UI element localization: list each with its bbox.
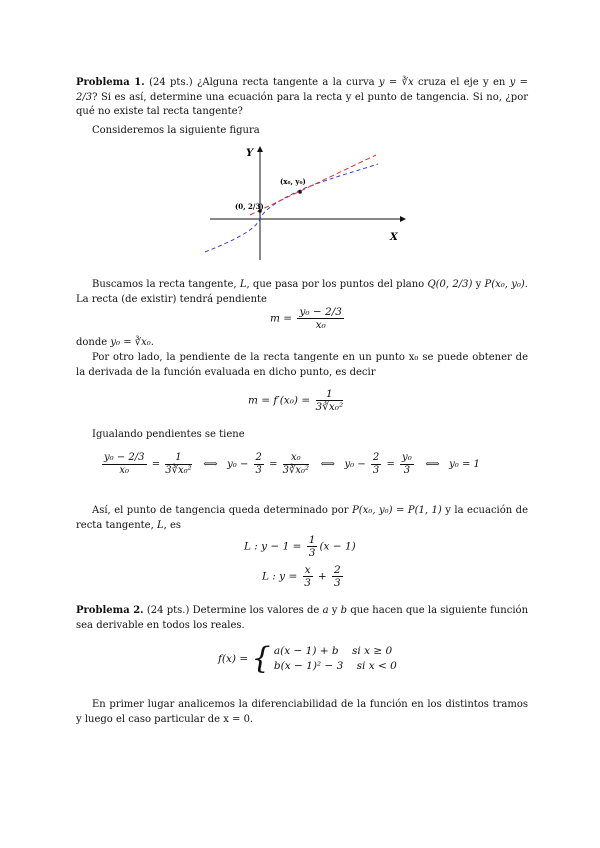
chain-step3-frac-den: 3 — [372, 465, 380, 476]
line1-den: 3 — [308, 547, 316, 559]
search-P: P(x₀, y₀) — [484, 279, 525, 290]
chain-step2-rhs-num: x₀ — [283, 452, 309, 465]
chain-frac2 — [165, 452, 191, 477]
where-line — [76, 336, 528, 351]
line2-fraction-2 — [332, 564, 343, 589]
chain-step3-frac-num: 2 — [372, 452, 380, 463]
search-paragraph — [76, 278, 528, 307]
tangent-figure — [200, 142, 410, 270]
slope-lhs: m = — [270, 312, 293, 325]
problem-1-statement — [76, 76, 528, 120]
x-axis-label: X — [390, 232, 398, 243]
y-axis-arrow-icon — [257, 146, 263, 152]
problem-2-label: Problema 2. — [76, 605, 144, 616]
chain-step3-rhs-den: 3 — [403, 465, 411, 476]
case2-cond: si x < 0 — [356, 660, 397, 672]
tangency-text-c: , es — [163, 519, 182, 531]
problem-2-statement — [76, 604, 528, 633]
search-text-a: Buscamos la recta tangente, — [92, 279, 237, 290]
derivative-numerator: 1 — [316, 388, 344, 401]
tangency-text-a: Así, el punto de tangencia queda determinado por — [92, 505, 349, 516]
problem-1-text-a: ¿Alguna recta tangente a la curva — [197, 77, 375, 88]
line-equation-2 — [262, 564, 345, 589]
case1-expr: a(x − 1) + b — [273, 645, 339, 657]
case1-cond: si x ≥ 0 — [352, 645, 393, 657]
problem-1-label: Problema 1. — [76, 77, 145, 88]
search-Q: Q(0, 2/3) — [427, 279, 473, 290]
consider-text: Consideremos la siguiente figura — [92, 125, 260, 136]
tangency-L: L — [156, 519, 164, 531]
derivative-paragraph: Por otro lado, la pendiente de la recta tangente en un punto x₀ se puede obtener de la derivada de la función evaluada en dicho punto, es decir — [76, 352, 528, 378]
chain-arrow-2: ⟺ — [320, 459, 335, 470]
piecewise-case-2 — [274, 659, 397, 674]
chain-frac1 — [102, 452, 147, 477]
problem-2-b: b — [340, 605, 348, 616]
line1-lhs: L : y − 1 = — [244, 540, 302, 553]
line1-rhs: (x − 1) — [319, 540, 356, 553]
problem-2-text-b: que hacen que la siguiente función sea derivable en todos los reales. — [76, 605, 529, 631]
chain-arrow-1: ⟺ — [203, 459, 218, 470]
chain-step3-eq: = — [386, 459, 395, 470]
x-axis-arrow-icon — [400, 216, 406, 222]
derivative-lhs: m = f′(x₀) = — [248, 394, 311, 407]
equating-text: Igualando pendientes se tiene — [92, 429, 245, 440]
problem-2-a: a — [322, 605, 329, 616]
slope-equation — [270, 306, 346, 331]
point-p-label: (x₀, y₀) — [280, 177, 306, 186]
piecewise-case-1 — [274, 644, 397, 659]
slope-fraction — [297, 306, 344, 331]
equating-chain — [100, 452, 480, 477]
line2-num2: 2 — [334, 564, 341, 576]
chain-step3-frac — [371, 452, 381, 477]
final-paragraph: En primer lugar analicemos la diferenciabilidad de la función en los distintos tramos y luego el caso particular de x = 0. — [76, 699, 528, 725]
line-equation-1 — [244, 534, 356, 559]
chain-arrow-3: ⟺ — [425, 459, 440, 470]
tangency-paragraph — [76, 504, 528, 533]
derivative-equation — [248, 388, 345, 413]
line2-num1: x — [304, 564, 311, 576]
problem-1-curve: y = ∛x — [378, 77, 414, 88]
line2-den2: 3 — [334, 577, 341, 589]
derivative-fraction — [316, 388, 344, 413]
chain-step2-frac — [254, 452, 264, 477]
brace-icon: { — [251, 641, 271, 676]
problem-1-y-value: y = 2/3 — [76, 77, 529, 103]
piecewise-cases — [274, 644, 397, 674]
problem-1-points: (24 pts.) — [149, 77, 193, 88]
chain-frac2-num: 1 — [165, 452, 191, 465]
line2-fraction-1 — [303, 564, 313, 589]
chain-result: y₀ = 1 — [449, 459, 480, 470]
where-expr: y₀ = ∛x₀. — [110, 337, 154, 348]
chain-step2-a: y₀ − — [227, 459, 249, 470]
search-L: L — [239, 279, 247, 290]
chain-frac1-num: y₀ − 2/3 — [104, 452, 145, 463]
chain-step2-eq: = — [269, 459, 278, 470]
line2-plus: + — [317, 570, 327, 583]
problem-2-and: y — [331, 605, 338, 616]
derivative-denominator: 3∛x₀² — [315, 401, 344, 413]
piecewise-lhs: f(x) = — [218, 653, 249, 665]
tangency-text-b: y la ecuación de recta tangente, — [76, 505, 529, 531]
problem-2-points: (24 pts.) — [146, 605, 190, 616]
problem-1-text-b: cruza el eje y en — [417, 77, 506, 88]
chain-step2-rhs-den: 3∛x₀² — [282, 465, 310, 476]
line2-den1: 3 — [304, 577, 311, 589]
chain-step2-frac-den: 3 — [255, 465, 262, 476]
point-p — [298, 190, 302, 194]
y-axis-label: Y — [246, 148, 254, 159]
search-text-b: , que pasa por los puntos del plano — [246, 279, 425, 290]
chain-step3-rhs — [400, 452, 414, 477]
line1-num: 1 — [308, 534, 316, 546]
point-q-label: (0, 2/3) — [235, 202, 264, 211]
problem-2-text-a: Determine los valores de — [192, 605, 320, 616]
line2-lhs: L : y = — [262, 570, 298, 583]
piecewise-equation — [218, 641, 397, 676]
slope-denominator: x₀ — [315, 319, 326, 331]
search-and: y — [475, 279, 482, 290]
tangency-expr: P(x₀, y₀) = P(1, 1) — [352, 505, 442, 516]
where-text: donde — [76, 337, 108, 348]
problem-1-text-c: ? Si es así, determine una ecuación para la recta y el punto de tangencia. Si no, ¿por qué no existe tal recta tangente? — [76, 91, 528, 117]
search-text-c: . La recta (de existir) tendrá pendiente — [76, 279, 528, 305]
chain-step2-frac-num: 2 — [255, 452, 262, 463]
case2-expr: b(x − 1)² − 3 — [273, 660, 344, 672]
chain-eq1: = — [151, 459, 161, 470]
chain-frac2-den: 3∛x₀² — [165, 465, 192, 476]
line1-fraction — [307, 534, 318, 559]
chain-step3-a: y₀ − — [344, 459, 366, 470]
chain-step2-rhs — [283, 452, 309, 477]
chain-frac1-den: x₀ — [119, 465, 130, 476]
slope-numerator: y₀ − 2/3 — [299, 306, 342, 318]
chain-step3-rhs-num: y₀ — [402, 452, 412, 463]
